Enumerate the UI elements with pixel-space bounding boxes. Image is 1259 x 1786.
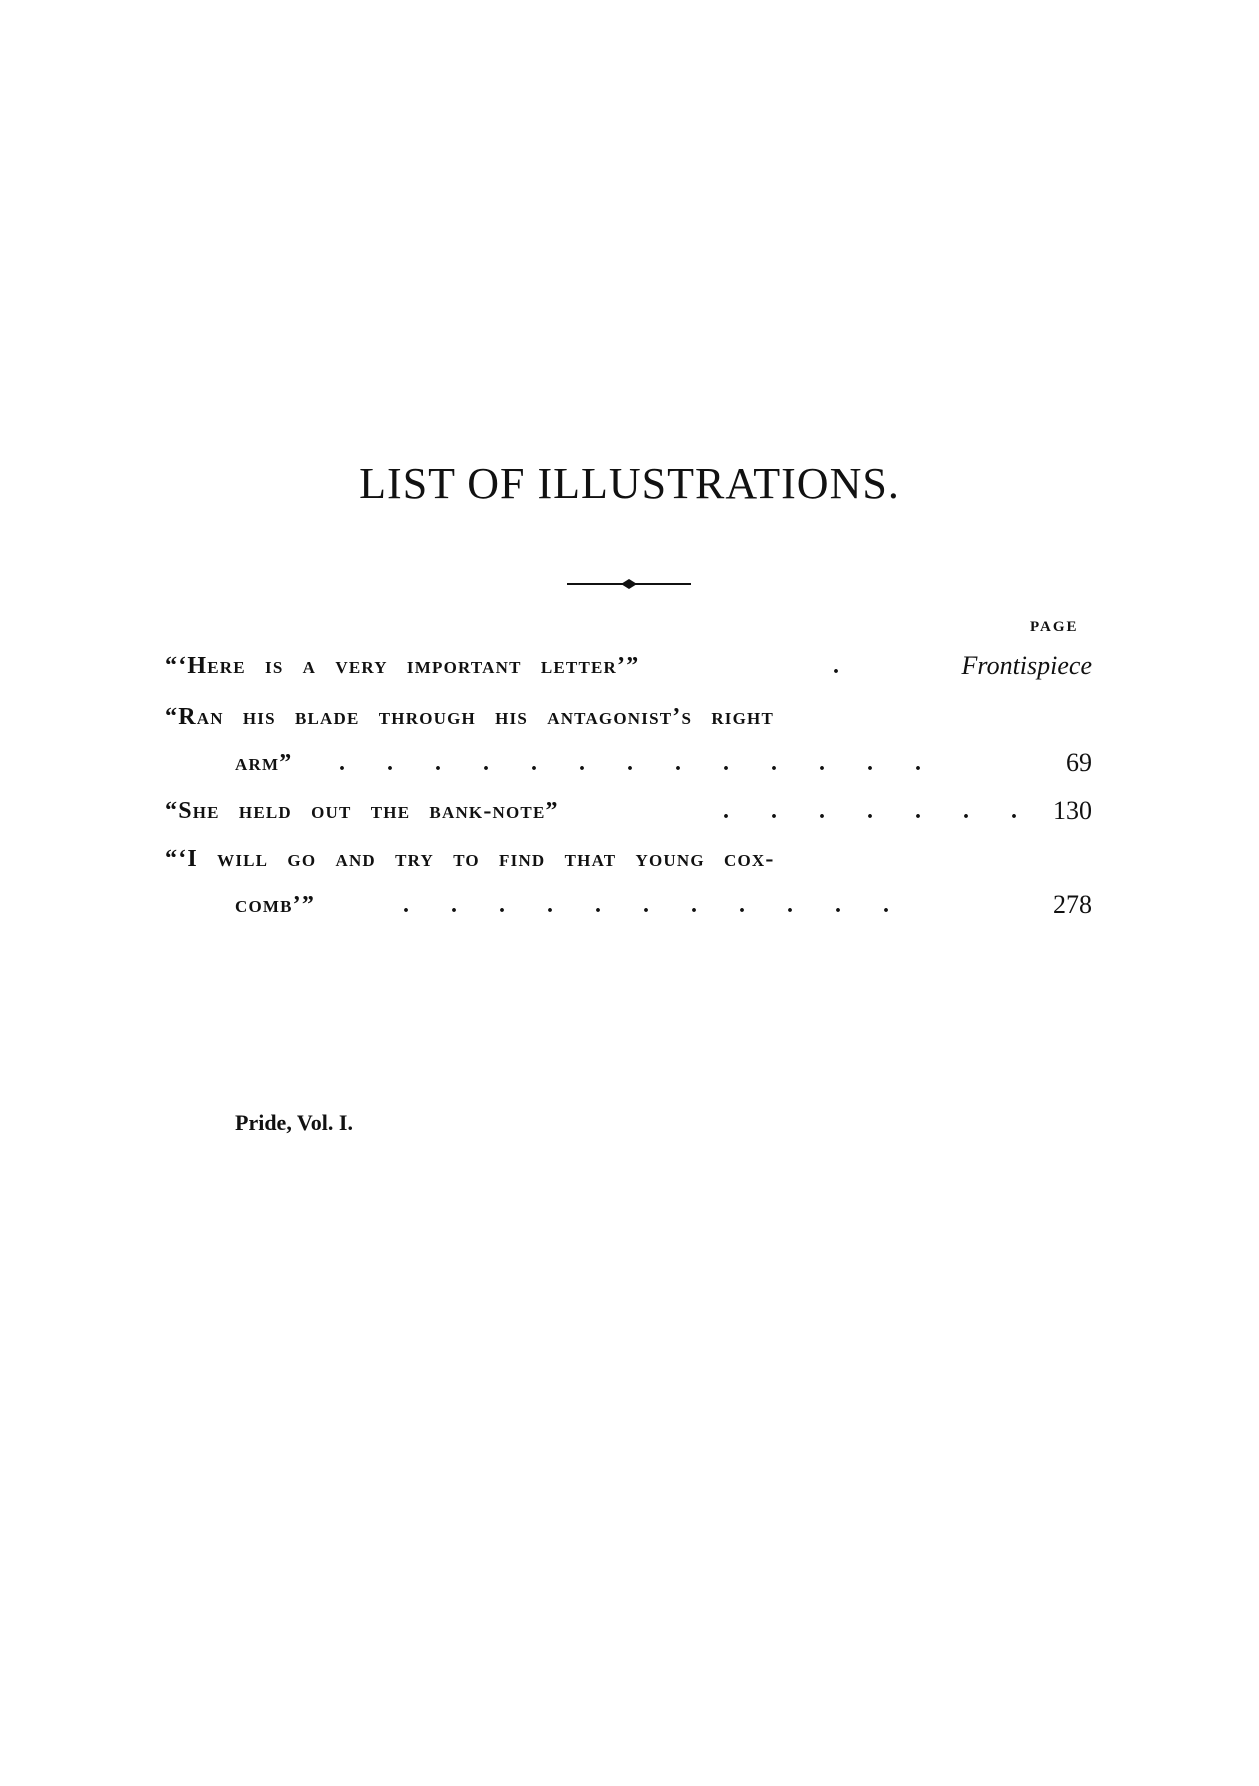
illustration-entry-2 [165,700,1092,734]
page-title: LIST OF ILLUSTRATIONS. [359,459,900,508]
entry-title: “She held out the bank-note” [165,798,559,824]
entry-page: 130 [1053,796,1092,825]
illustration-entry-1 [165,649,1092,683]
signature-mark: Pride, Vol. I. [235,1110,353,1135]
illustration-entry-3 [165,794,1092,828]
ornament-divider-icon [567,576,691,592]
entry-title: “‘Here is a very important letter’” [165,653,640,679]
entry-page: 278 [1053,890,1092,919]
entry-page: 69 [1066,748,1092,777]
dot-leader: . . . . . . . [723,798,1017,824]
entry-title-continuation: arm” [235,750,293,776]
entry-page: Frontispiece [961,651,1092,680]
dot-leader: . . . . . . . . . . . . . [339,750,921,776]
page-column-heading: PAGE [1030,619,1079,635]
entry-title-continuation: comb’” [235,892,316,918]
dot-leader: . [833,653,839,679]
illustration-entry-4-continuation [235,888,1092,922]
illustration-entry-2-continuation [235,746,1092,780]
illustration-entry-4 [165,842,1092,876]
entry-title: “Ran his blade through his antagonist’s right [165,704,774,730]
entry-title: “‘I will go and try to find that young cox- [165,846,775,872]
dot-leader: . . . . . . . . . . . [403,892,889,918]
